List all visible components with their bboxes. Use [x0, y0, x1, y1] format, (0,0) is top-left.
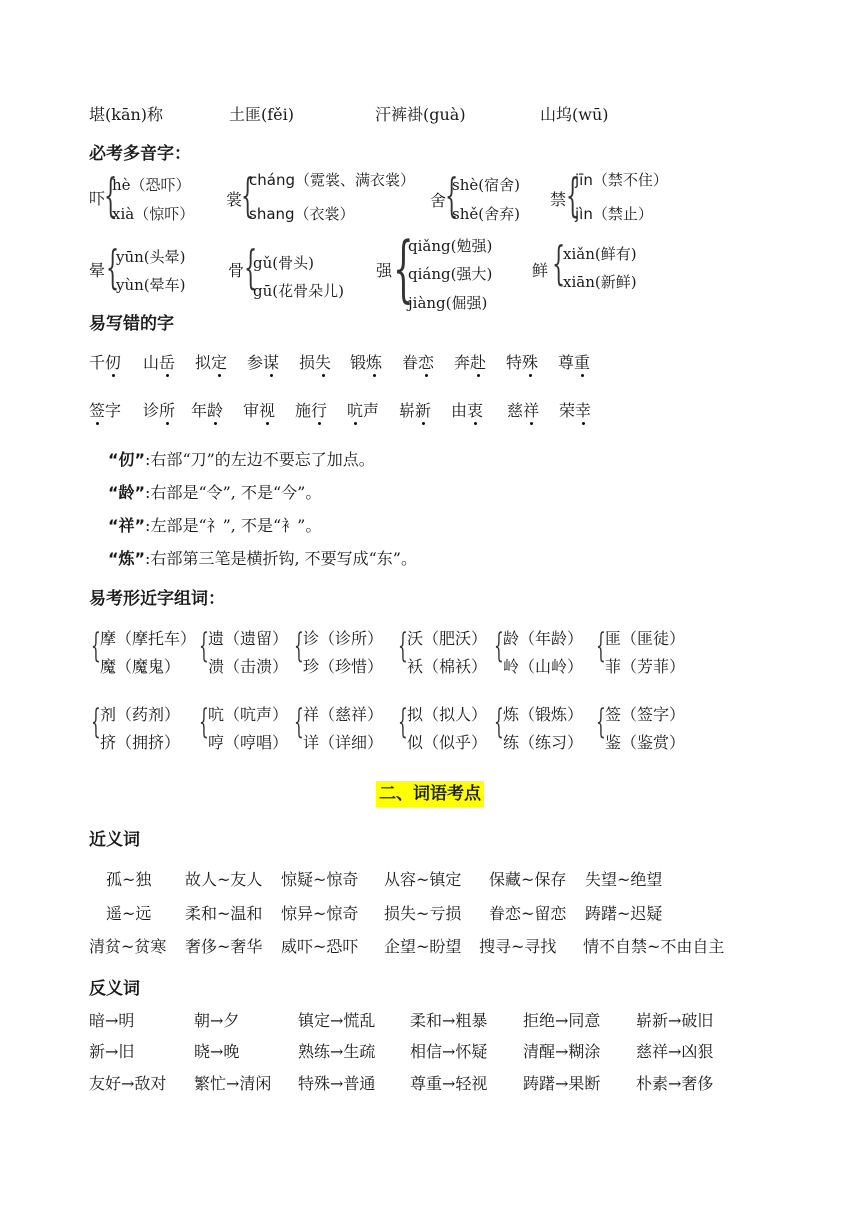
emphasis-dot [477, 374, 480, 377]
synonym-pair: 惊异~惊奇 [281, 904, 359, 923]
antonym-pair: 新→旧 [89, 1042, 135, 1061]
poly-xian-b: xiān(新鲜) [563, 273, 637, 291]
easy-wrong-word: 锻炼 [350, 353, 383, 372]
poly-yun-a: yūn(头晕) [116, 248, 186, 266]
emphasis-dot [112, 374, 115, 377]
easy-wrong-word: 损失 [299, 353, 332, 372]
synonym-pair: 情不自禁~不由自主 [583, 937, 725, 956]
synonym-pair: 损失~亏损 [384, 904, 462, 923]
synonym-pair: 遥~远 [106, 904, 152, 923]
antonym-pair: 繁忙→清闲 [194, 1074, 272, 1093]
poly-she-b: shě(舍弃) [452, 205, 520, 223]
easy-wrong-word: 诊所 [143, 401, 176, 420]
note-2 [108, 485, 321, 501]
poly-xian-char: 鲜 [532, 261, 549, 280]
emphasis-dot [166, 422, 169, 425]
synonym-pair: 失望~绝望 [585, 870, 663, 889]
emphasis-dot [425, 374, 428, 377]
antonym-pair: 镇定→慌乱 [298, 1011, 376, 1030]
emphasis-dot [373, 374, 376, 377]
poly-qiang-b: qiáng(强大) [408, 265, 493, 283]
antonym-pair: 柔和→粗暴 [410, 1011, 488, 1030]
easy-wrong-word: 参谋 [247, 353, 280, 372]
easy-wrong-word: 审视 [243, 401, 276, 420]
antonym-pair: 友好→敌对 [89, 1074, 167, 1093]
note-text: :右部第三笔是横折钩, 不要写成“东”。 [145, 549, 417, 568]
brace-icon: { [494, 626, 504, 666]
poly-yun-b: yùn(晕车) [116, 276, 186, 294]
synonym-pair: 奢侈~奢华 [185, 937, 263, 956]
easy-wrong-word: 由衷 [451, 401, 484, 420]
brace-icon: { [552, 236, 566, 290]
synonym-pair: 清贫~贫寒 [89, 937, 167, 956]
brace-icon: { [104, 168, 118, 222]
antonym-pair: 拒绝→同意 [523, 1011, 601, 1030]
top-word-3: 汗裤褂(guà) [375, 105, 466, 124]
synonym-pair: 威吓~恐吓 [281, 937, 359, 956]
easy-wrong-word: 荣幸 [559, 401, 592, 420]
easy-wrong-word: 年龄 [191, 401, 224, 420]
poly-jin-b: jìn（禁止） [575, 205, 653, 223]
similar-word-a: 炼（锻炼） [503, 705, 584, 724]
easy-wrong-word: 拟定 [195, 353, 228, 372]
easy-wrong-word: 吭声 [347, 401, 380, 420]
emphasis-dot [266, 422, 269, 425]
similar-word-b: 详（详细） [303, 733, 384, 752]
similar-word-b: 哼（哼唱） [208, 733, 289, 752]
similar-word-a: 摩（摩托车） [100, 629, 197, 648]
emphasis-dot [582, 422, 585, 425]
synonym-pair: 企望~盼望 [384, 937, 462, 956]
poly-shang-b: shang（衣裳） [249, 205, 355, 223]
poly-jin-a: jīn（禁不住） [575, 171, 668, 189]
section-title [376, 786, 484, 803]
antonym-pair: 踌躇→果断 [523, 1074, 601, 1093]
easy-wrong-word: 特殊 [506, 353, 539, 372]
brace-icon: { [91, 626, 101, 666]
note-3 [108, 518, 321, 534]
similar-word-b: 岭（山岭） [503, 657, 584, 676]
note-text: :右部是“令”, 不是“今”。 [145, 483, 322, 502]
polyphone-heading: 必考多音字： [89, 144, 191, 164]
antonym-pair: 朴素→奢侈 [636, 1074, 714, 1093]
emphasis-dot [214, 422, 217, 425]
similar-word-b: 练（练习） [503, 733, 584, 752]
emphasis-dot [474, 422, 477, 425]
antonym-pair: 尊重→轻视 [410, 1074, 488, 1093]
poly-she-a: shè(宿舍) [452, 176, 520, 194]
synonym-pair: 保藏~保存 [489, 870, 567, 889]
similar-word-b: 挤（拥挤） [100, 733, 181, 752]
poly-qiang-c: jiàng(倔强) [408, 294, 488, 312]
emphasis-dot [530, 422, 533, 425]
brace-icon: { [106, 240, 120, 294]
poly-he-b: xià（惊吓） [112, 205, 195, 223]
brace-icon: { [398, 626, 408, 666]
similar-word-a: 龄（年龄） [503, 629, 584, 648]
synonym-pair: 柔和~温和 [185, 904, 263, 923]
emphasis-dot [96, 422, 99, 425]
emphasis-dot [166, 374, 169, 377]
emphasis-dot [322, 374, 325, 377]
easy-wrong-word: 签字 [89, 401, 122, 420]
synonym-pair: 眷恋~留恋 [489, 904, 567, 923]
synonym-pair: 搜寻~寻找 [479, 937, 557, 956]
similar-word-b: 袄（棉袄） [407, 657, 488, 676]
synonym-pair: 孤~独 [106, 870, 152, 889]
top-word-1: 堪(kān)称 [89, 105, 164, 124]
note-key: “仞” [108, 450, 146, 469]
synonym-pair: 惊疑~惊奇 [281, 870, 359, 889]
similar-heading: 易考形近字组词： [89, 589, 225, 609]
brace-icon: { [494, 702, 504, 742]
note-key: “龄” [108, 483, 146, 502]
antonyms-heading: 反义词 [89, 979, 140, 999]
similar-word-a: 祥（慈祥） [303, 705, 384, 724]
note-key: “炼” [108, 549, 146, 568]
brace-icon: { [294, 702, 304, 742]
similar-word-a: 遗（遗留） [208, 629, 289, 648]
antonym-pair: 朝→夕 [194, 1011, 240, 1030]
brace-icon: { [445, 168, 459, 222]
poly-xian-a: xiǎn(鲜有) [563, 245, 637, 263]
brace-icon: { [566, 168, 580, 222]
easy-wrong-heading: 易写错的字 [89, 314, 174, 334]
synonyms-heading: 近义词 [89, 830, 140, 850]
emphasis-dot [218, 374, 221, 377]
antonym-pair: 慈祥→凶狠 [636, 1042, 714, 1061]
poly-qiang-char: 强 [376, 261, 393, 280]
emphasis-dot [354, 422, 357, 425]
similar-word-a: 剂（药剂） [100, 705, 181, 724]
similar-word-a: 诊（诊所） [303, 629, 384, 648]
similar-word-b: 珍（珍惜） [303, 657, 384, 676]
brace-icon: { [199, 702, 209, 742]
note-text: :左部是“礻”, 不是“衤”。 [145, 516, 322, 535]
antonym-pair: 特殊→普通 [298, 1074, 376, 1093]
brace-icon: { [294, 626, 304, 666]
brace-icon: { [596, 702, 606, 742]
similar-word-a: 拟（拟人） [407, 705, 488, 724]
brace-icon: { [199, 626, 209, 666]
brace-icon: { [393, 226, 414, 310]
antonym-pair: 清醒→糊涂 [523, 1042, 601, 1061]
easy-wrong-word: 眷恋 [402, 353, 435, 372]
note-4 [108, 551, 417, 567]
easy-wrong-word: 尊重 [558, 353, 591, 372]
poly-shang-char: 裳 [226, 190, 243, 209]
easy-wrong-word: 奔赴 [454, 353, 487, 372]
antonym-pair: 晓→晚 [194, 1042, 240, 1061]
emphasis-dot [581, 374, 584, 377]
easy-wrong-word: 慈祥 [507, 401, 540, 420]
synonym-pair: 从容~镇定 [384, 870, 462, 889]
section-title-text: 二、词语考点 [376, 781, 484, 807]
similar-word-b: 似（似乎） [407, 733, 488, 752]
similar-word-b: 魔（魔鬼） [100, 657, 181, 676]
note-1 [108, 452, 375, 468]
poly-gu-a: gǔ(骨头) [253, 254, 314, 272]
similar-word-a: 签（签字） [605, 705, 686, 724]
emphasis-dot [318, 422, 321, 425]
note-key: “祥” [108, 516, 146, 535]
poly-qiang-a: qiǎng(勉强) [408, 237, 493, 255]
top-word-2: 土匪(fěi) [229, 105, 294, 124]
synonym-pair: 踌躇~迟疑 [585, 904, 663, 923]
poly-yun-char: 晕 [89, 261, 106, 280]
emphasis-dot [422, 422, 425, 425]
poly-gu-char: 骨 [228, 261, 245, 280]
easy-wrong-word: 崭新 [399, 401, 432, 420]
poly-shang-a: cháng（霓裳、满衣裳） [249, 171, 415, 189]
poly-jin-char: 禁 [550, 190, 567, 209]
similar-word-b: 溃（击溃） [208, 657, 289, 676]
easy-wrong-word: 施行 [295, 401, 328, 420]
similar-word-a: 匪（匪徒） [605, 629, 686, 648]
easy-wrong-word: 千仞 [89, 353, 122, 372]
antonym-pair: 崭新→破旧 [636, 1011, 714, 1030]
similar-word-a: 吭（吭声） [208, 705, 289, 724]
brace-icon: { [398, 702, 408, 742]
brace-icon: { [241, 168, 255, 222]
similar-word-b: 鉴（鉴赏） [605, 733, 686, 752]
brace-icon: { [91, 702, 101, 742]
antonym-pair: 暗→明 [89, 1011, 135, 1030]
top-word-4: 山坞(wū) [540, 105, 609, 124]
brace-icon: { [596, 626, 606, 666]
poly-he-char: 吓 [89, 189, 106, 208]
synonym-pair: 故人~友人 [185, 870, 263, 889]
emphasis-dot [529, 374, 532, 377]
antonym-pair: 相信→怀疑 [410, 1042, 488, 1061]
note-text: :右部“刀”的左边不要忘了加点。 [145, 450, 375, 469]
antonym-pair: 熟练→生疏 [298, 1042, 376, 1061]
easy-wrong-word: 山岳 [143, 353, 176, 372]
poly-he-a: hè（恐吓） [112, 176, 191, 194]
poly-she-char: 舍 [430, 191, 447, 210]
similar-word-b: 菲（芳菲） [605, 657, 686, 676]
similar-word-a: 沃（肥沃） [407, 629, 488, 648]
poly-gu-b: gū(花骨朵儿) [253, 282, 344, 300]
brace-icon: { [244, 240, 258, 294]
emphasis-dot [270, 374, 273, 377]
